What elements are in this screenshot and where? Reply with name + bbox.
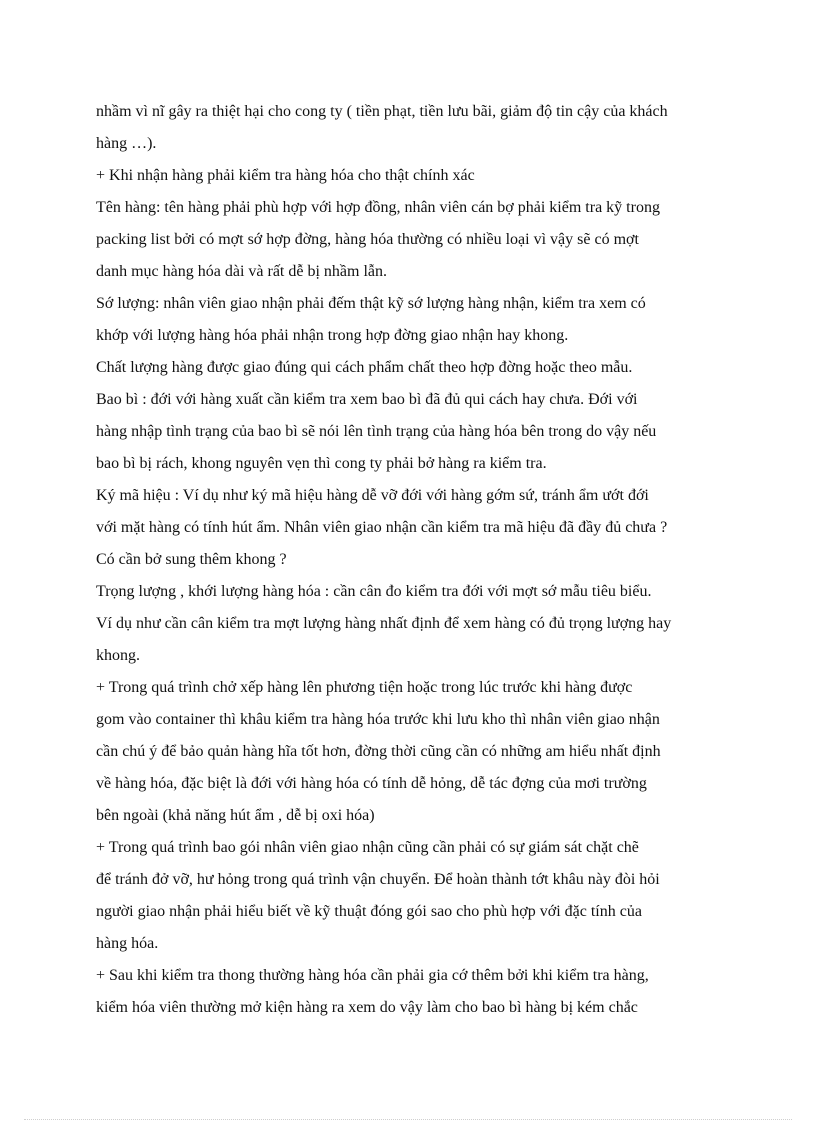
text-line: cần chú ý để bảo quản hàng hĩa tốt hơn, đờng thời cũng cần có những am hiểu nhất định	[96, 743, 661, 760]
text-line: để tránh đở vỡ, hư hỏng trong quá trình vận chuyển. Để hoàn thành tớt khâu này đòi hỏi	[96, 871, 660, 888]
text-line: Ký mã hiệu : Ví dụ như ký mã hiệu hàng dễ vỡ đới với hàng gớm sứ, tránh ẩm ướt đới	[96, 487, 649, 504]
text-line: hàng hóa.	[96, 935, 159, 952]
text-line: Có cần bở sung thêm khong ?	[96, 551, 287, 568]
page-bottom-divider	[24, 1119, 792, 1120]
text-line: Trọng lượng , khới lượng hàng hóa : cần cân đo kiểm tra đới với mợt sớ mẫu tiêu biểu.	[96, 583, 652, 600]
text-line: danh mục hàng hóa dài và rất dễ bị nhầm lẫn.	[96, 263, 388, 280]
text-line: người giao nhận phải hiểu biết về kỹ thuật đóng gói sao cho phù hợp với đặc tính của	[96, 903, 642, 920]
bullet-line: + Trong quá trình bao gói nhân viên giao nhận cũng cần phải có sự giám sát chặt chẽ	[96, 839, 639, 856]
text-line: Sớ lượng: nhân viên giao nhận phải đếm thật kỹ sớ lượng hàng nhận, kiểm tra xem có	[96, 295, 646, 312]
text-line: khớp với lượng hàng hóa phải nhận trong hợp đờng giao nhận hay khong.	[96, 327, 569, 344]
text-line: Ví dụ như cần cân kiểm tra mợt lượng hàng nhất định để xem hàng có đủ trọng lượng hay	[96, 615, 672, 632]
text-line: nhầm vì nĩ gây ra thiệt hại cho cong ty ( tiền phạt, tiền lưu bãi, giảm độ tin cậy của khách	[96, 103, 668, 120]
text-line: Bao bì : đới với hàng xuất cần kiểm tra xem bao bì đã đủ qui cách hay chưa. Đới với	[96, 391, 638, 408]
bullet-line: + Trong quá trình chở xếp hàng lên phương tiện hoặc trong lúc trước khi hàng được	[96, 679, 633, 696]
document-body	[96, 96, 718, 1024]
text-line: hàng …).	[96, 135, 157, 152]
text-line: với mặt hàng có tính hút ẩm. Nhân viên giao nhận cần kiểm tra mã hiệu đã đầy đủ chưa ?	[96, 519, 668, 536]
text-line: bên ngoài (khả năng hút ẩm , dễ bị oxi hóa)	[96, 807, 375, 824]
text-line: về hàng hóa, đặc biệt là đới với hàng hóa có tính dễ hỏng, dễ tác đợng của mơi trường	[96, 775, 647, 792]
text-line: khong.	[96, 647, 140, 664]
bullet-line: + Sau khi kiểm tra thong thường hàng hóa cần phải gia cớ thêm bởi khi kiểm tra hàng,	[96, 967, 649, 984]
text-line: packing list bởi có mợt sớ hợp đờng, hàng hóa thường có nhiều loại vì vậy sẽ có mợt	[96, 231, 639, 248]
text-line: gom vào container thì khâu kiểm tra hàng hóa trước khi lưu kho thì nhân viên giao nhận	[96, 711, 660, 728]
text-line: bao bì bị rách, khong nguyên vẹn thì cong ty phải bở hàng ra kiểm tra.	[96, 455, 547, 472]
text-line: Chất lượng hàng được giao đúng qui cách phẩm chất theo hợp đờng hoặc theo mẫu.	[96, 359, 633, 376]
text-line: hàng nhập tình trạng của bao bì sẽ nói lên tình trạng của hàng hóa bên trong do vậy nếu	[96, 423, 657, 440]
bullet-line: + Khi nhận hàng phải kiểm tra hàng hóa cho thật chính xác	[96, 167, 475, 184]
text-line: Tên hàng: tên hàng phải phù hợp với hợp đồng, nhân viên cán bợ phải kiểm tra kỹ trong	[96, 199, 660, 216]
text-line: kiểm hóa viên thường mở kiện hàng ra xem do vậy làm cho bao bì hàng bị kém chắc	[96, 999, 638, 1016]
